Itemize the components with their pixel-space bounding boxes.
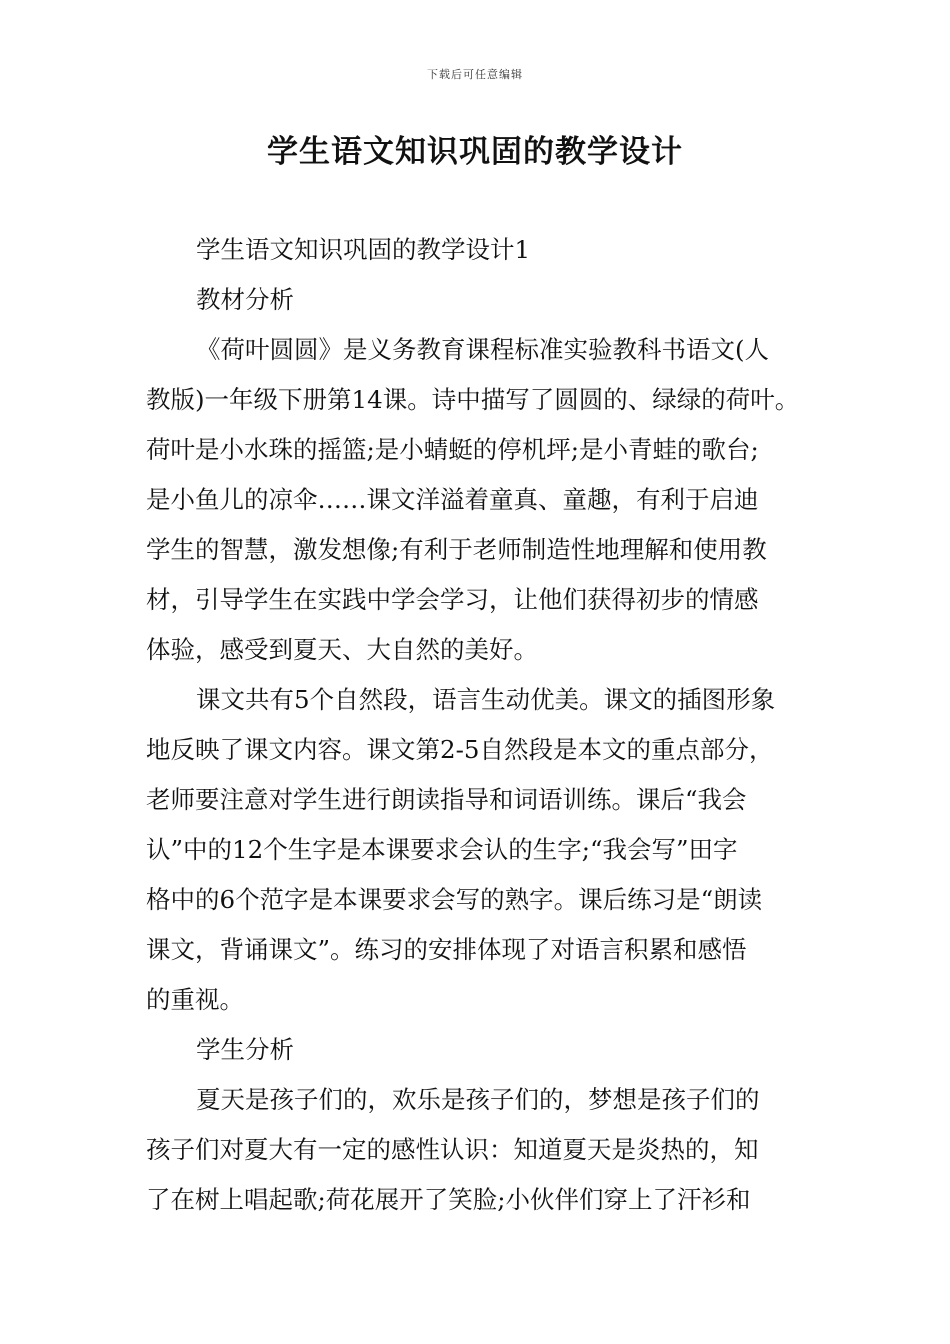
paragraph-line: 认”中的12个生字是本课要求会认的生字;“我会写”田字 (146, 835, 738, 864)
document-body (146, 225, 808, 1225)
paragraph-line: 课文共有5个自然段，语言生动优美。课文的插图形象 (196, 685, 776, 714)
paragraph-line: 教版)一年级下册第14课。诗中描写了圆圆的、绿绿的荷叶。 (146, 385, 800, 414)
paragraph-line: 体验，感受到夏天、大自然的美好。 (146, 635, 538, 664)
paragraph-line: 孩子们对夏大有一定的感性认识：知道夏天是炎热的，知 (146, 1135, 759, 1164)
paragraph-line: 荷叶是小水珠的摇篮;是小蜻蜓的停机坪;是小青蛙的歌台; (146, 435, 759, 464)
header-note: 下载后可任意编辑 (427, 68, 523, 81)
subsection-heading: 教材分析 (196, 285, 294, 314)
section-heading: 学生语文知识巩固的教学设计1 (196, 235, 531, 264)
paragraph-line: 是小鱼儿的凉伞……课文洋溢着童真、童趣，有利于启迪 (146, 485, 759, 514)
paragraph-line: 学生的智慧，激发想像;有利于老师制造性地理解和使用教 (146, 535, 767, 564)
paragraph-line: 地反映了课文内容。课文第2-5自然段是本文的重点部分， (146, 735, 774, 764)
paragraph-line: 格中的6个范字是本课要求会写的熟字。课后练习是“朗读 (146, 885, 763, 914)
paragraph-line: 的重视。 (146, 985, 244, 1014)
document-title: 学生语文知识巩固的教学设计 (267, 134, 683, 170)
paragraph-line: 材，引导学生在实践中学会学习，让他们获得初步的情感 (146, 585, 759, 614)
paragraph-line: 了在树上唱起歌;荷花展开了笑脸;小伙伴们穿上了汗衫和 (146, 1185, 751, 1214)
paragraph-line: 老师要注意对学生进行朗读指导和词语训练。课后“我会 (146, 785, 747, 814)
paragraph-line: 《荷叶圆圆》是义务教育课程标准实验教科书语文(人 (196, 335, 770, 364)
paragraph-line: 课文，背诵课文”。练习的安排体现了对语言积累和感悟 (146, 935, 747, 964)
paragraph-line: 夏天是孩子们的，欢乐是孩子们的，梦想是孩子们的 (196, 1085, 760, 1114)
subsection-heading: 学生分析 (196, 1035, 294, 1064)
